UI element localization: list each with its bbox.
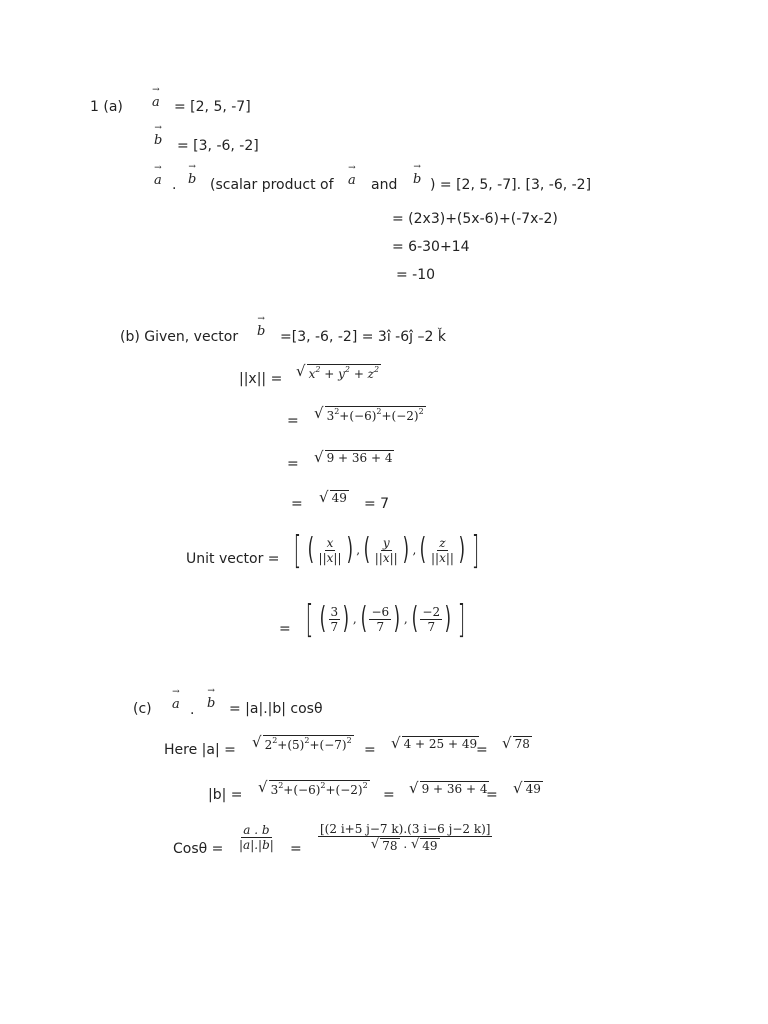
vector-b-definition: = [3, -6, -2] <box>177 138 259 154</box>
part-c-label: (c) <box>133 701 152 717</box>
cos-label: Cosθ = <box>173 841 224 857</box>
eq-9: = <box>290 841 302 857</box>
c-b-symbol: → b <box>207 697 215 710</box>
scalar-b-symbol: → b <box>413 173 421 186</box>
eq-5: = <box>364 742 376 758</box>
norm-substituted: √ $3^2+(-6)^2+(-2)^2$ <box>314 404 424 423</box>
c-a-symbol: → a <box>172 698 180 711</box>
mag-b-expr1: √ $3^2+(-6)^2+(-2)^2$ <box>258 778 368 797</box>
mag-a-expr2: √ 4 + 25 + 49 <box>391 734 478 752</box>
dot-b-symbol: → b <box>188 173 196 186</box>
mag-b-expr2: √ 9 + 36 + 4 <box>409 779 488 797</box>
eq-6: = <box>476 742 488 758</box>
cos-fraction: $\frac{a . b}{|a|.|b|}$ <box>239 823 274 852</box>
scalar-a-symbol: → a <box>348 174 356 187</box>
mag-a-result: √ 78 <box>502 734 530 752</box>
norm-formula: √ $x^2 + y^2 + z^2$ <box>296 362 380 381</box>
cos-expanded: [(2 i+5 j−7 k).(3 i−6 j−2 k)] √ 78 . √ 49 <box>320 822 491 853</box>
eq-2: = <box>287 456 299 472</box>
c-dot-operator: . <box>190 702 195 718</box>
mag-b-result: √ 49 <box>513 779 541 797</box>
step-1: = (2x3)+(5x-6)+(-7x-2) <box>392 211 558 227</box>
mag-a-expr1: √ $2^2+(5)^2+(-7)^2$ <box>252 733 352 752</box>
given-b-symbol: → b <box>257 325 265 338</box>
eq-1: = <box>287 413 299 429</box>
norm-sum: √ 9 + 36 + 4 <box>314 448 393 466</box>
dot-a-symbol: → a <box>154 174 162 187</box>
scalar-product-result: ) = [2, 5, -7]. [3, -6, -2] <box>430 177 592 193</box>
eq-4: = <box>279 621 291 637</box>
vector-b-symbol: → b <box>154 134 162 147</box>
given-b-components: =[3, -6, -2] = 3î -6ĵ –2 ǩ <box>280 329 446 345</box>
step-2: = 6-30+14 <box>392 239 470 255</box>
dot-operator: . <box>172 177 177 193</box>
scalar-product-text: (scalar product of <box>210 177 334 193</box>
eq-3: = <box>291 496 303 512</box>
norm-label: ||x|| = <box>239 371 283 387</box>
vector-a-symbol: → a <box>152 96 160 109</box>
vector-a-definition: = [2, 5, -7] <box>174 99 251 115</box>
norm-result: = 7 <box>364 496 390 512</box>
eq-8: = <box>486 787 498 803</box>
here-a-label: Here |a| = <box>164 742 236 758</box>
scalar-and-text: and <box>371 177 398 193</box>
step-3: = -10 <box>396 267 436 283</box>
part-a-label: 1 (a) <box>90 99 123 115</box>
dot-product-identity: = |a|.|b| cosθ <box>229 701 323 717</box>
part-b-label: (b) Given, vector <box>120 329 239 345</box>
mag-b-label: |b| = <box>208 787 243 803</box>
eq-7: = <box>383 787 395 803</box>
unit-vector-formula: [ ( $\frac{x}{||x||}$ ) , ( $\frac{y}{||x||}$ ) , ( $\frac{z}{||x||}$ ) ] <box>293 528 479 572</box>
sqrt-49: √ 49 <box>319 488 347 506</box>
unit-vector-label: Unit vector = <box>186 551 280 567</box>
unit-vector-values: [ ( $\frac{3}{7}$ ) , ( $\frac{-6}{7}$ ) , ( $\frac{-2}{7}$ ) ] <box>305 597 465 641</box>
